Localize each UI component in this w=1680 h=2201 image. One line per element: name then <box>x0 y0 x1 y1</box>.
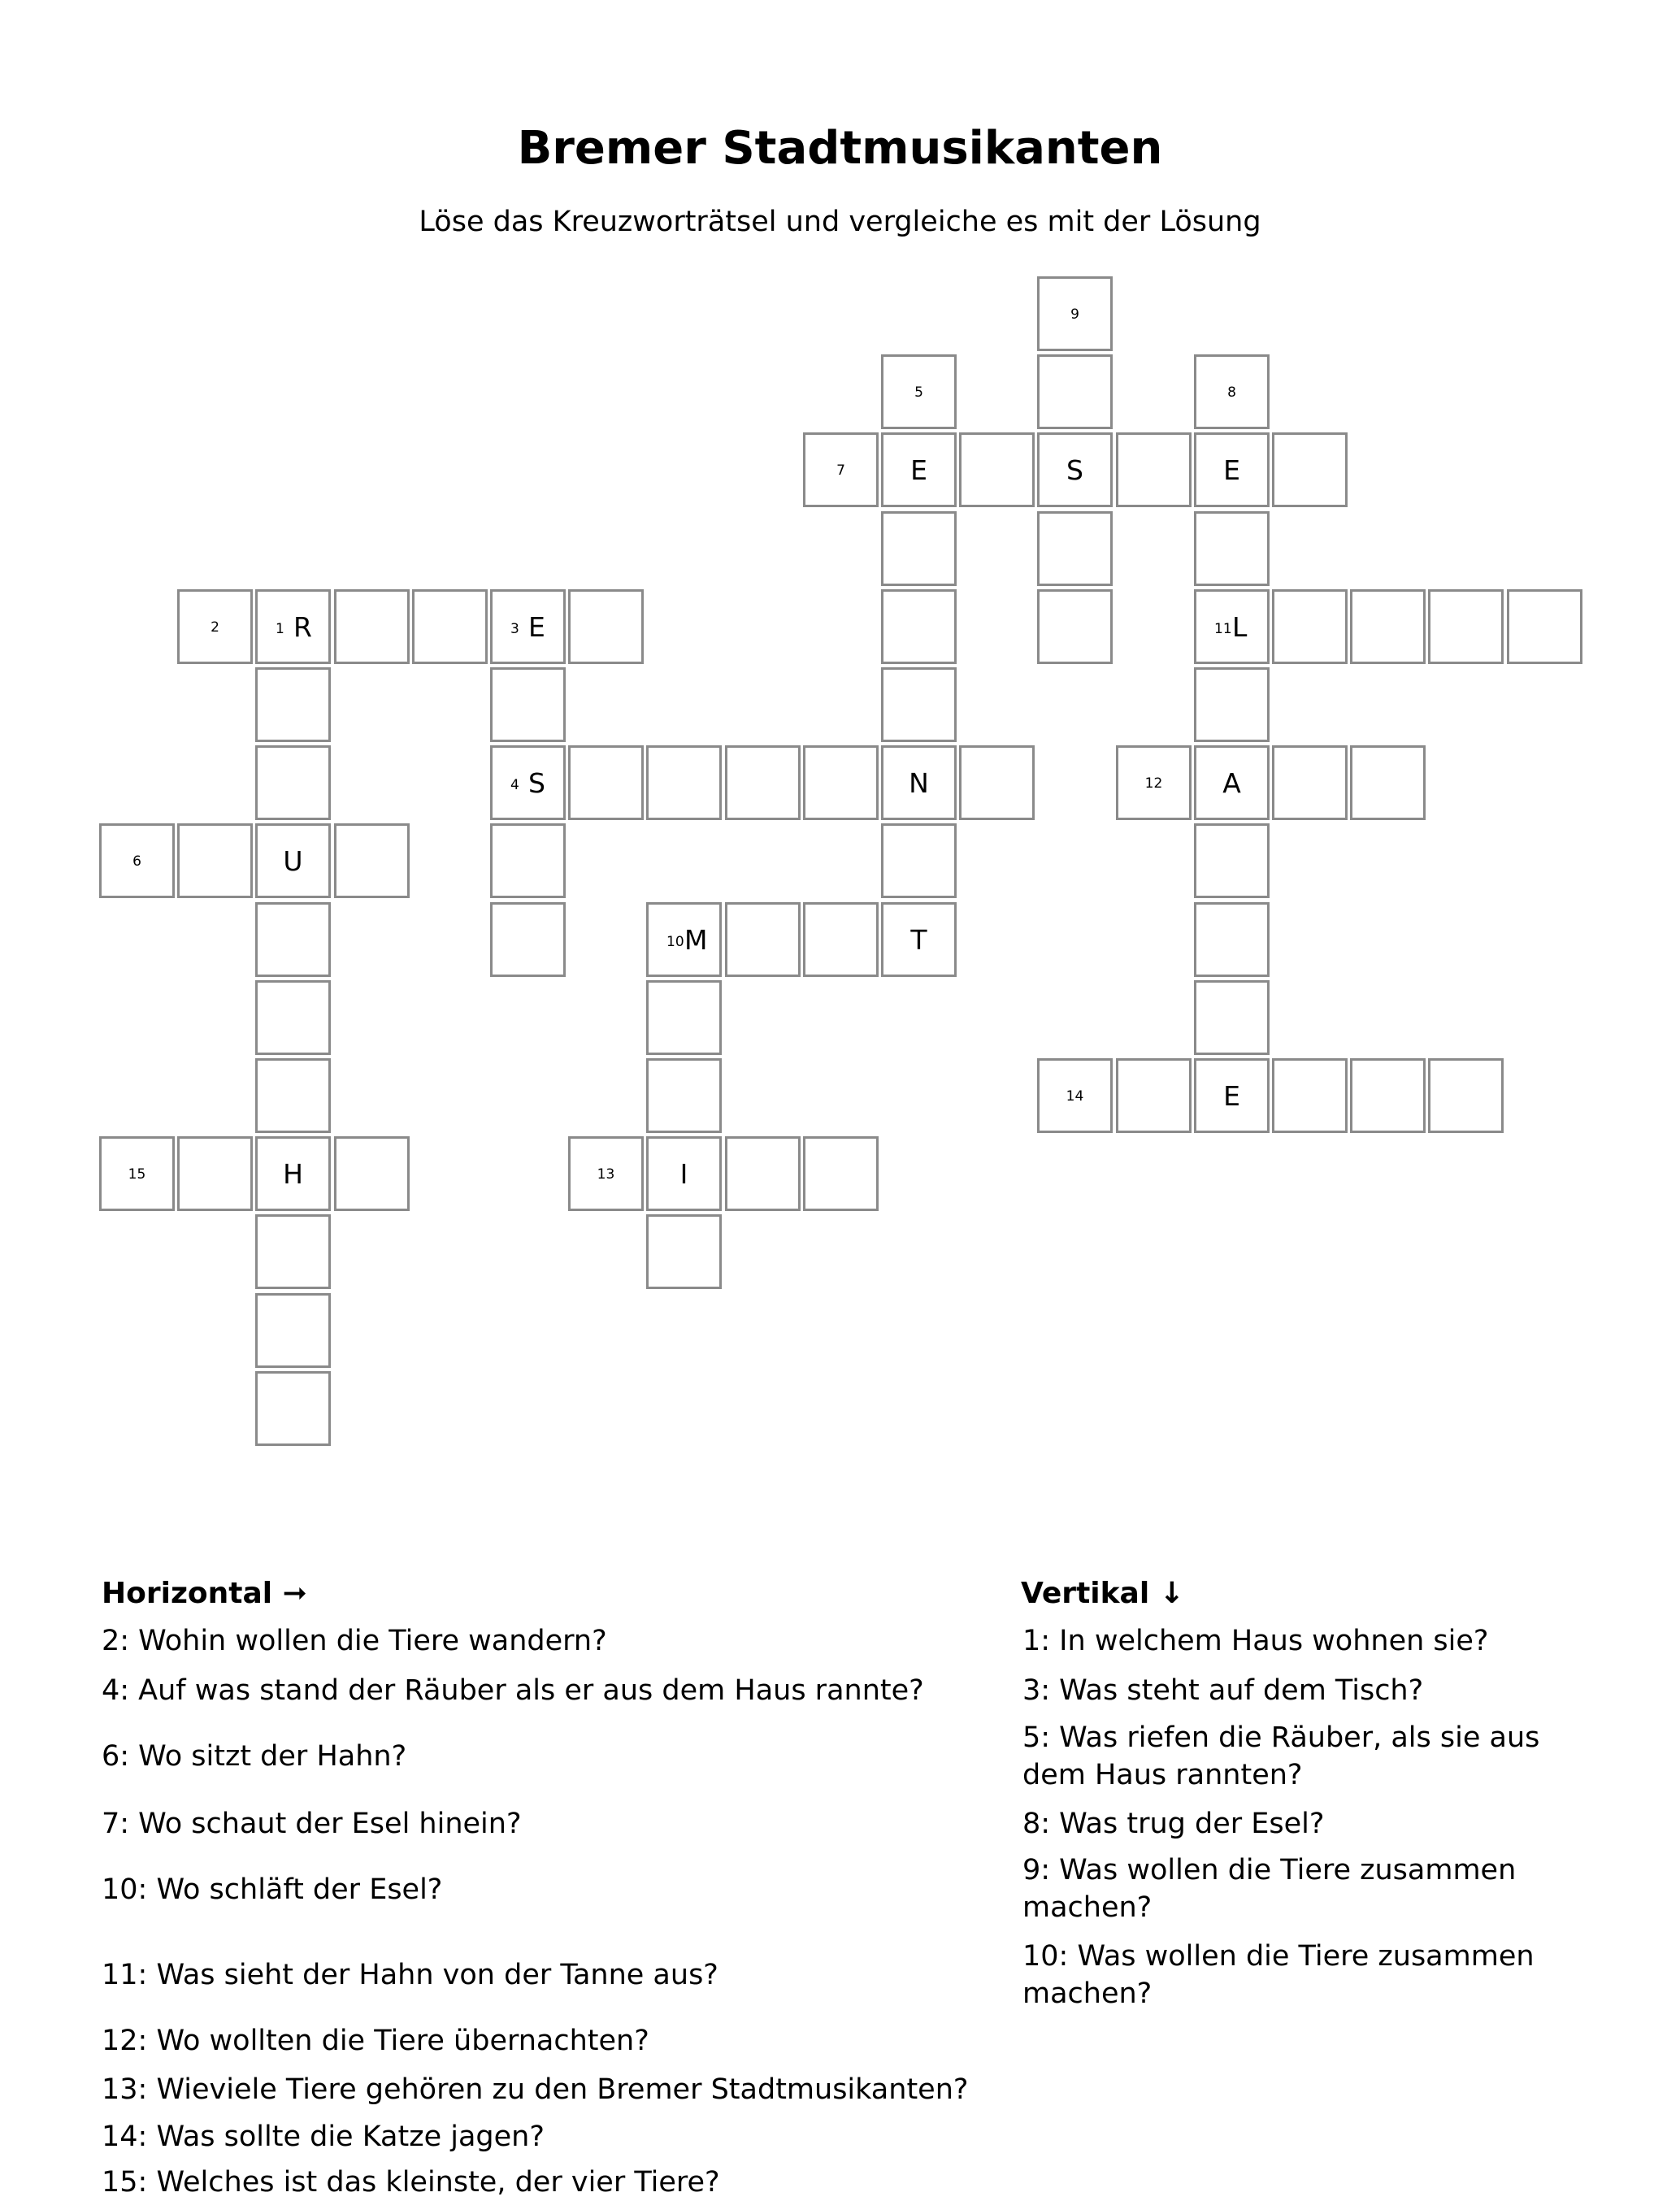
cell-number: 8 <box>1227 384 1236 401</box>
clue-horizontal-6: 6: Wo sitzt der Hahn? <box>102 1740 407 1773</box>
grid-cell[interactable] <box>803 1136 879 1211</box>
grid-cell[interactable] <box>490 667 566 742</box>
grid-cell[interactable] <box>255 1214 331 1289</box>
grid-cell[interactable] <box>803 902 879 977</box>
grid-cell[interactable] <box>646 1214 722 1289</box>
cell-letter: E <box>1223 1080 1240 1112</box>
grid-cell[interactable] <box>1507 589 1582 664</box>
clue-vertical-9: 9: Was wollen die Tiere zusammen machen? <box>1022 1854 1517 1924</box>
grid-cell[interactable] <box>255 589 331 664</box>
grid-cell[interactable] <box>177 823 253 898</box>
grid-cell[interactable] <box>1037 354 1113 429</box>
cell-letter: H <box>283 1158 303 1190</box>
grid-cell[interactable] <box>881 511 957 586</box>
grid-cell[interactable] <box>255 667 331 742</box>
grid-cell[interactable] <box>1037 432 1113 507</box>
grid-cell[interactable] <box>1272 589 1348 664</box>
grid-cell[interactable] <box>725 1136 801 1211</box>
grid-cell[interactable] <box>1194 354 1270 429</box>
grid-cell[interactable] <box>1037 1058 1113 1133</box>
clue-vertical-5: 5: Was riefen die Räuber, als sie aus dem Haus rannten? <box>1022 1721 1540 1791</box>
grid-cell[interactable] <box>881 902 957 977</box>
cell-number: 10 <box>666 934 684 950</box>
cell-letter: A <box>1222 767 1241 799</box>
cell-letter: N <box>909 767 929 799</box>
clue-vertical-10: 10: Was wollen die Tiere zusammen machen? <box>1022 1940 1535 2010</box>
cell-number: 4 <box>510 777 519 793</box>
grid-cell[interactable] <box>177 589 253 664</box>
cell-letter: S <box>528 767 545 799</box>
grid-cell[interactable] <box>255 823 331 898</box>
grid-cell[interactable] <box>881 354 957 429</box>
clue-vertical-3: 3: Was steht auf dem Tisch? <box>1022 1674 1424 1707</box>
cell-number: 12 <box>1144 775 1163 792</box>
grid-cell[interactable] <box>646 902 722 977</box>
grid-cell[interactable] <box>1194 1058 1270 1133</box>
grid-cell[interactable] <box>255 902 331 977</box>
grid-cell[interactable] <box>881 589 957 664</box>
grid-cell[interactable] <box>1116 432 1192 507</box>
grid-cell[interactable] <box>881 667 957 742</box>
cell-letter: S <box>1066 454 1083 486</box>
clue-vertical-1: 1: In welchem Haus wohnen sie? <box>1022 1625 1489 1657</box>
grid-cell[interactable] <box>1037 589 1113 664</box>
grid-cell[interactable] <box>881 432 957 507</box>
clue-horizontal-4: 4: Auf was stand der Räuber als er aus dem Haus rannte? <box>102 1674 924 1707</box>
clue-vertical-8: 8: Was trug der Esel? <box>1022 1808 1325 1840</box>
grid-cell[interactable] <box>412 589 488 664</box>
grid-cell[interactable] <box>334 589 410 664</box>
grid-cell[interactable] <box>99 1136 175 1211</box>
grid-cell[interactable] <box>803 432 879 507</box>
page-subtitle: Löse das Kreuzworträtsel und vergleiche es mit der Lösung <box>419 206 1261 238</box>
grid-cell[interactable] <box>1037 511 1113 586</box>
grid-cell[interactable] <box>1350 745 1426 820</box>
grid-cell[interactable] <box>646 1136 722 1211</box>
cell-number: 6 <box>132 853 141 870</box>
grid-cell[interactable] <box>1037 276 1113 351</box>
grid-cell[interactable] <box>1116 1058 1192 1133</box>
clue-horizontal-12: 12: Wo wollten die Tiere übernachten? <box>102 2025 649 2057</box>
cell-letter: I <box>679 1158 688 1190</box>
grid-cell[interactable] <box>1428 1058 1504 1133</box>
grid-cell[interactable] <box>959 745 1035 820</box>
clue-horizontal-13: 13: Wieviele Tiere gehören zu den Bremer Stadtmusikanten? <box>102 2073 969 2106</box>
clue-horizontal-10: 10: Wo schläft der Esel? <box>102 1873 443 1906</box>
grid-cell[interactable] <box>1194 589 1270 664</box>
grid-cell[interactable] <box>490 823 566 898</box>
grid-cell[interactable] <box>1194 511 1270 586</box>
cell-number: 2 <box>211 619 219 636</box>
clue-horizontal-2: 2: Wohin wollen die Tiere wandern? <box>102 1625 607 1657</box>
grid-cell[interactable] <box>1428 589 1504 664</box>
grid-cell[interactable] <box>1350 589 1426 664</box>
cell-letter: M <box>684 924 708 956</box>
cell-number: 15 <box>128 1166 146 1183</box>
grid-cell[interactable] <box>1194 745 1270 820</box>
cell-letter: T <box>910 924 927 956</box>
cell-letter: L <box>1232 611 1248 643</box>
grid-cell[interactable] <box>1272 432 1348 507</box>
grid-cell[interactable] <box>334 1136 410 1211</box>
grid-cell[interactable] <box>1194 432 1270 507</box>
grid-cell[interactable] <box>1194 823 1270 898</box>
grid-cell[interactable] <box>1116 745 1192 820</box>
cell-letter: E <box>528 611 545 643</box>
cell-number: 11 <box>1214 621 1232 637</box>
cell-number: 5 <box>914 384 923 401</box>
grid-cell[interactable] <box>568 1136 644 1211</box>
grid-cell[interactable] <box>803 745 879 820</box>
grid-cell[interactable] <box>646 745 722 820</box>
grid-cell[interactable] <box>1194 667 1270 742</box>
page-title: Bremer Stadtmusikanten <box>517 122 1163 175</box>
grid-cell[interactable] <box>177 1136 253 1211</box>
grid-cell[interactable] <box>725 745 801 820</box>
grid-cell[interactable] <box>255 1058 331 1133</box>
horizontal-heading: Horizontal ➞ <box>102 1577 307 1610</box>
clue-horizontal-15: 15: Welches ist das kleinste, der vier Tiere? <box>102 2166 720 2199</box>
grid-cell[interactable] <box>99 823 175 898</box>
grid-cell[interactable] <box>725 902 801 977</box>
cell-letter: E <box>910 454 927 486</box>
clue-horizontal-11: 11: Was sieht der Hahn von der Tanne aus? <box>102 1959 718 1991</box>
grid-cell[interactable] <box>490 902 566 977</box>
cell-letter: E <box>1223 454 1240 486</box>
grid-cell[interactable] <box>646 1058 722 1133</box>
grid-cell[interactable] <box>1272 1058 1348 1133</box>
grid-cell[interactable] <box>255 1293 331 1368</box>
grid-cell[interactable] <box>255 1136 331 1211</box>
clue-horizontal-14: 14: Was sollte die Katze jagen? <box>102 2121 545 2153</box>
cell-number: 14 <box>1066 1088 1084 1105</box>
clue-horizontal-7: 7: Wo schaut der Esel hinein? <box>102 1808 522 1840</box>
grid-cell[interactable] <box>1194 980 1270 1055</box>
grid-cell[interactable] <box>1350 1058 1426 1133</box>
grid-cell[interactable] <box>255 980 331 1055</box>
cell-number: 7 <box>836 462 845 479</box>
grid-cell[interactable] <box>1194 902 1270 977</box>
cell-number: 1 <box>276 621 284 637</box>
grid-cell[interactable] <box>959 432 1035 507</box>
grid-cell[interactable] <box>646 980 722 1055</box>
grid-cell[interactable] <box>334 823 410 898</box>
cell-number: 9 <box>1070 306 1079 323</box>
grid-cell[interactable] <box>568 745 644 820</box>
cell-number: 3 <box>510 621 519 637</box>
grid-cell[interactable] <box>1272 745 1348 820</box>
grid-cell[interactable] <box>490 745 566 820</box>
cell-letter: U <box>283 845 303 877</box>
grid-cell[interactable] <box>881 823 957 898</box>
grid-cell[interactable] <box>255 745 331 820</box>
grid-cell[interactable] <box>881 745 957 820</box>
grid-cell[interactable] <box>255 1371 331 1446</box>
cell-letter: R <box>293 611 312 643</box>
grid-cell[interactable] <box>490 589 566 664</box>
vertical-heading: Vertikal ↓ <box>1021 1577 1184 1610</box>
grid-cell[interactable] <box>568 589 644 664</box>
cell-number: 13 <box>597 1166 615 1183</box>
